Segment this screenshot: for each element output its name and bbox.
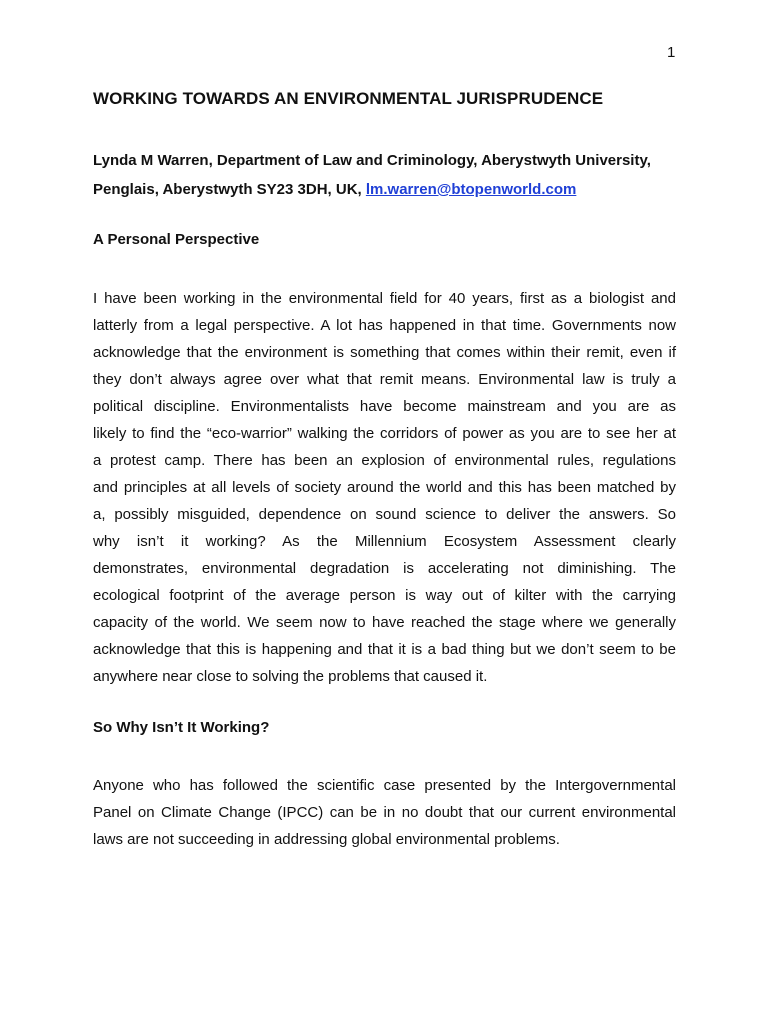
paragraph-line: likely to find the “eco-warrior” walking the corridors of power as you are to see her at <box>93 425 676 442</box>
section-heading-why-not-working: So Why Isn’t It Working? <box>93 719 270 736</box>
paragraph-line: a protest camp. There has been an explosion of environmental rules, regulations <box>93 452 676 469</box>
paragraph-line: political discipline. Environmentalists have become mainstream and you are as <box>93 398 676 415</box>
paragraph-line: latterly from a legal perspective. A lot has happened in that time. Governments now <box>93 317 676 334</box>
document-title: WORKING TOWARDS AN ENVIRONMENTAL JURISPRUDENCE <box>93 89 604 108</box>
paragraph-line: anywhere near close to solving the problems that caused it. <box>93 668 488 685</box>
author-line-1: Lynda M Warren, Department of Law and Criminology, Aberystwyth University, <box>93 152 651 169</box>
section-heading-personal-perspective: A Personal Perspective <box>93 231 260 248</box>
paragraph-line: Anyone who has followed the scientific case presented by the Intergovernmental <box>93 777 676 794</box>
paragraph-line: acknowledge that the environment is something that comes within their remit, even if <box>93 344 676 361</box>
paragraph-line: why isn’t it working? As the Millennium Ecosystem Assessment clearly <box>93 533 676 550</box>
author-email-link[interactable]: lm.warren@btopenworld.com <box>365 181 577 198</box>
author-affiliation <box>93 146 676 204</box>
author-address: Penglais, Aberystwyth SY23 3DH, UK, <box>93 181 366 198</box>
paragraph-personal-perspective <box>93 285 676 690</box>
page-number: 1 <box>667 44 676 61</box>
paragraph-line: ecological footprint of the average person is way out of kilter with the carrying <box>93 587 676 604</box>
paragraph-line: a, possibly misguided, dependence on sound science to deliver the answers. So <box>93 506 676 523</box>
paragraph-line: I have been working in the environmental field for 40 years, first as a biologist and <box>93 290 676 307</box>
paragraph-line: and principles at all levels of society around the world and this has been matched by <box>93 479 676 496</box>
paragraph-line: capacity of the world. We seem now to have reached the stage where we generally <box>93 614 676 631</box>
paragraph-line: demonstrates, environmental degradation is accelerating not diminishing. The <box>93 560 676 577</box>
author-line-2 <box>93 175 676 204</box>
paragraph-why-not-working <box>93 772 676 853</box>
paragraph-line: acknowledge that this is happening and that it is a bad thing but we don’t seem to be <box>93 641 676 658</box>
paragraph-line: they don’t always agree over what that remit means. Environmental law is truly a <box>93 371 676 388</box>
paragraph-line: Panel on Climate Change (IPCC) can be in no doubt that our current environmental <box>93 804 676 821</box>
paragraph-line: laws are not succeeding in addressing global environmental problems. <box>93 831 560 848</box>
